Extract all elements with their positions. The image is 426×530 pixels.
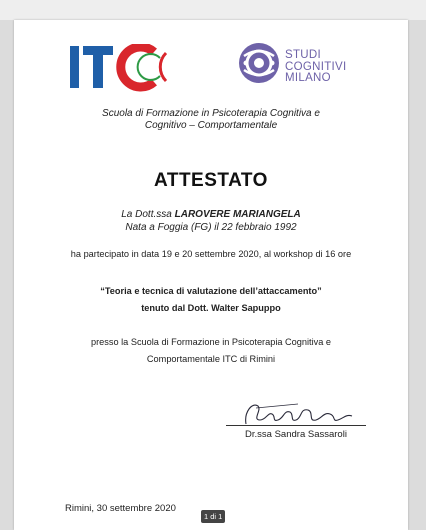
- recipient-block: [14, 208, 408, 234]
- recipient-prefix: La Dott.ssa: [121, 209, 175, 220]
- workshop-block: [14, 283, 408, 317]
- studi-cognitivi-logo: [238, 38, 388, 98]
- workshop-teacher: tenuto dal Dott. Walter Sapuppo: [141, 303, 281, 313]
- workshop-title: “Teoria e tecnica di valutazione dell’attaccamento”: [100, 286, 322, 296]
- certificate-page: [14, 20, 408, 530]
- presso-line-2: Comportamentale ITC di Rimini: [146, 354, 276, 364]
- birth-info: Nata a Foggia (FG) il 22 febbraio 1992: [125, 222, 297, 233]
- studi-cognitivi-emblem-icon: [238, 42, 280, 84]
- viewer-top-bar: [0, 0, 426, 20]
- presso-line-1: presso la Scuola di Formazione in Psicoterapia Cognitiva e: [90, 337, 332, 347]
- studi-logo-line-1: STUDI: [285, 49, 321, 61]
- studi-logo-line-2: COGNITIVI: [285, 60, 347, 73]
- certificate-title: ATTESTATO: [154, 170, 268, 191]
- recipient-line: [14, 208, 408, 221]
- school-name: [14, 108, 408, 132]
- school-name-line-2: Cognitivo – Comportamentale: [144, 120, 278, 131]
- signer-name: Dr.ssa Sandra Sassaroli: [245, 429, 347, 440]
- school-name-line-1: Scuola di Formazione in Psicoterapia Cognitiva e: [102, 108, 320, 119]
- participation-text: ha partecipato in data 19 e 20 settembre 2020, al workshop di 16 ore: [70, 249, 352, 259]
- presso-block: [14, 334, 408, 368]
- place-date: Rimini, 30 settembre 2020: [65, 503, 176, 514]
- studi-logo-line-3: MILANO: [285, 72, 331, 84]
- recipient-name: LAROVERE MARIANGELA: [174, 209, 301, 220]
- page-indicator: 1 di 1: [201, 510, 225, 523]
- signature-line: [226, 425, 366, 426]
- itc-logo: [70, 44, 182, 92]
